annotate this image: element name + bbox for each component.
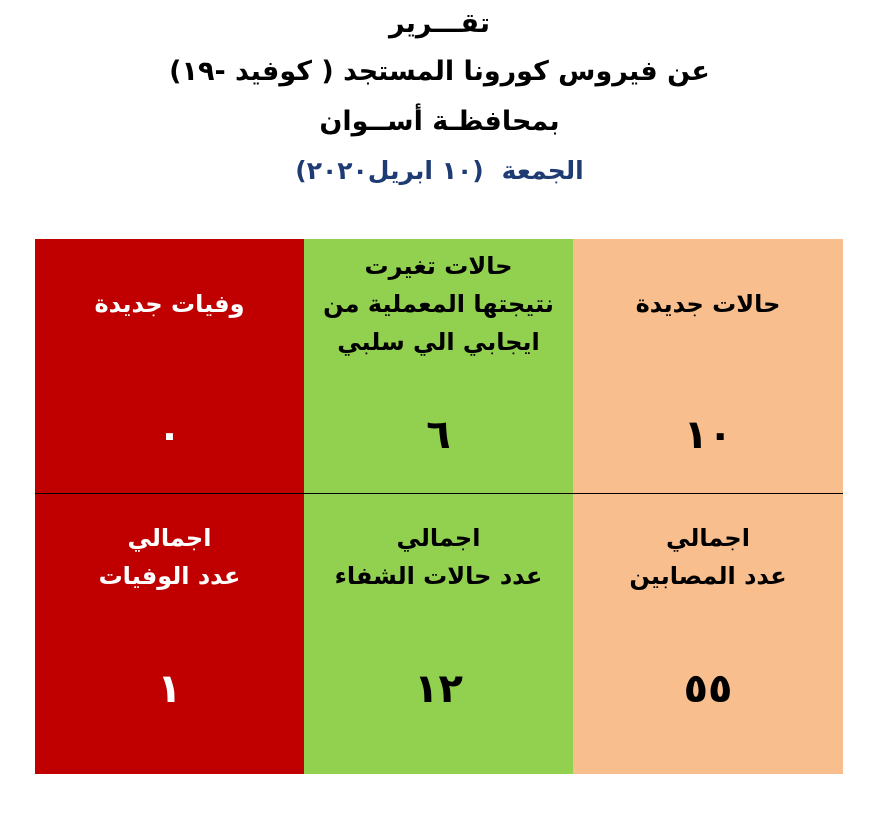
converted-cases-label-line2: نتيجتها المعملية من xyxy=(323,290,554,318)
converted-cases-cell xyxy=(304,239,573,493)
total-deaths-label xyxy=(35,519,304,595)
report-subtitle: عن فيروس كورونا المستجد ( كوفيد -١٩) xyxy=(169,56,710,87)
governorate-title: بمحافظـة أســوان xyxy=(319,106,560,137)
report-day: الجمعة xyxy=(501,156,584,185)
total-recoveries-label-line2: عدد حالات الشفاء xyxy=(334,562,543,590)
new-deaths-label: وفيات جديدة xyxy=(94,290,245,318)
total-deaths-label-line2: عدد الوفيات xyxy=(98,562,241,590)
new-deaths-cell xyxy=(35,239,304,493)
total-recoveries-label xyxy=(304,519,573,595)
total-recoveries-label-line1: اجمالي xyxy=(396,524,481,552)
total-cases-cell xyxy=(573,493,843,774)
total-cases-value: ٥٥ xyxy=(683,666,733,712)
total-deaths-label-line1: اجمالي xyxy=(127,524,212,552)
converted-cases-label xyxy=(304,247,573,361)
report-title: تقـــرير xyxy=(389,8,490,39)
total-cases-label-line2: عدد المصابين xyxy=(629,562,787,590)
converted-cases-label-line1: حالات تغيرت xyxy=(364,252,513,280)
converted-cases-value: ٦ xyxy=(426,412,451,458)
new-cases-value: ١٠ xyxy=(683,412,733,458)
new-cases-label: حالات جديدة xyxy=(635,290,781,318)
new-cases-cell xyxy=(573,239,843,493)
new-deaths-value: ٠ xyxy=(157,412,182,458)
total-recoveries-cell xyxy=(304,493,573,774)
total-cases-label xyxy=(573,519,843,595)
converted-cases-label-line3: ايجابي الي سلبي xyxy=(337,328,540,356)
total-deaths-value: ١ xyxy=(157,666,182,712)
total-recoveries-value: ١٢ xyxy=(414,666,463,712)
report-date: (١٠ ابريل٢٠٢٠) xyxy=(295,156,484,185)
total-deaths-cell xyxy=(35,493,304,774)
report-date-line xyxy=(0,158,879,183)
statistics-grid xyxy=(35,239,843,774)
total-cases-label-line1: اجمالي xyxy=(666,524,750,552)
row-divider xyxy=(35,493,843,494)
